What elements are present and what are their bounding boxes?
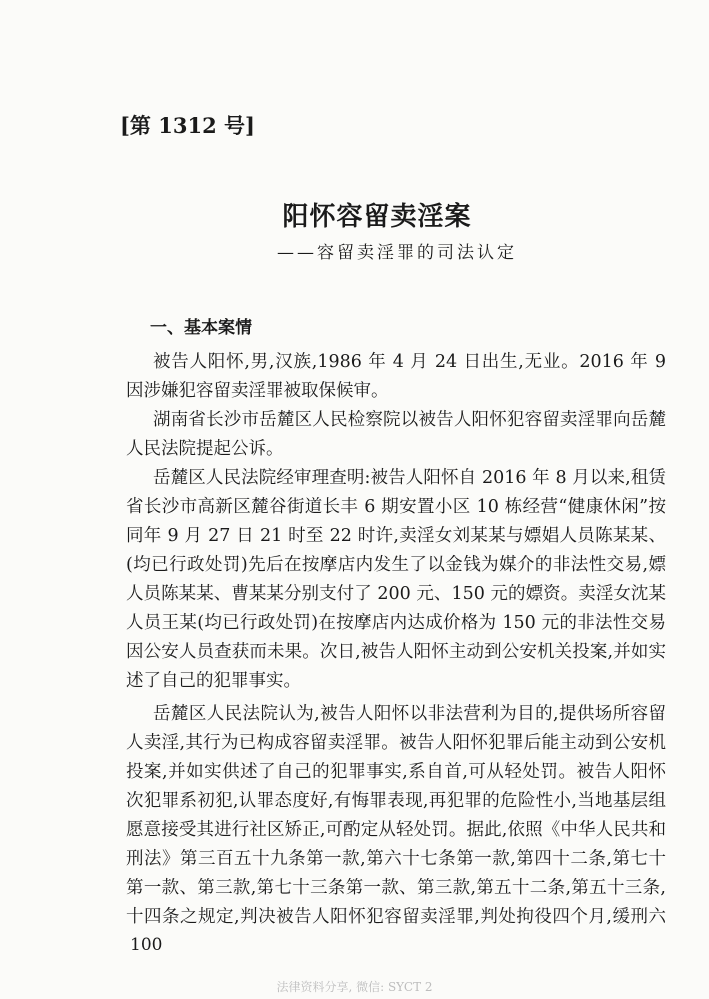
text-line: 同年 9 月 27 日 21 时至 22 时许,卖淫女刘某某与嫖娼人员陈某某、 — [126, 526, 666, 546]
text-line: 刑法》第三百五十九条第一款,第六十七条第一款,第四十二条,第七十 — [126, 849, 666, 869]
case-number: [第 1312 号] — [120, 113, 255, 138]
page-number: 100 — [130, 935, 163, 955]
text-line: 次犯罪系初犯,认罪态度好,有悔罪表现,再犯罪的危险性小,当地基层组 — [126, 791, 666, 811]
text-line: 人卖淫,其行为已构成容留卖淫罪。被告人阳怀犯罪后能主动到公安机 — [126, 733, 666, 753]
text-line: 湖南省长沙市岳麓区人民检察院以被告人阳怀犯容留卖淫罪向岳麓 — [153, 410, 666, 430]
text-line: 人员陈某某、曹某某分别支付了 200 元、150 元的嫖资。卖淫女沈某 — [126, 584, 666, 604]
text-line: 因涉嫌犯容留卖淫罪被取保候审。 — [126, 381, 389, 401]
text-line: 人员王某(均已行政处罚)在按摩店内达成价格为 150 元的非法性交易 — [126, 613, 666, 633]
text-line: 十四条之规定,判决被告人阳怀犯容留卖淫罪,判处拘役四个月,缓刑六 — [126, 907, 666, 927]
text-line: 第一款、第三款,第七十三条第一款、第三款,第五十二条,第五十三条, — [126, 878, 666, 898]
text-line: 愿意接受其进行社区矫正,可酌定从轻处罚。据此,依照《中华人民共和 — [126, 820, 666, 840]
text-line: 岳麓区人民法院经审理查明:被告人阳怀自 2016 年 8 月以来,租赁 — [153, 468, 666, 488]
document-subtitle: ——容留卖淫罪的司法认定 — [277, 243, 517, 263]
section-heading: 一、基本案情 — [150, 318, 252, 338]
text-line: 投案,并如实供述了自己的犯罪事实,系自首,可从轻处罚。被告人阳怀 — [126, 762, 666, 782]
footer-watermark: 法律资料分享, 微信: SYCT 2 — [276, 980, 433, 994]
text-line: 因公安人员查获而未果。次日,被告人阳怀主动到公安机关投案,并如实 — [126, 642, 666, 662]
text-line: 人民法院提起公诉。 — [126, 439, 284, 459]
text-line: (均已行政处罚)先后在按摩店内发生了以金钱为媒介的非法性交易,嫖 — [126, 555, 666, 575]
text-line: 岳麓区人民法院认为,被告人阳怀以非法营利为目的,提供场所容留 — [153, 704, 666, 724]
text-line: 述了自己的犯罪事实。 — [126, 671, 301, 691]
document-title: 阳怀容留卖淫案 — [282, 202, 472, 232]
text-line: 省长沙市高新区麓谷街道长丰 6 期安置小区 10 栋经营“健康休闲”按 — [126, 497, 666, 517]
text-line: 被告人阳怀,男,汉族,1986 年 4 月 24 日出生,无业。2016 年 9 — [153, 352, 666, 372]
